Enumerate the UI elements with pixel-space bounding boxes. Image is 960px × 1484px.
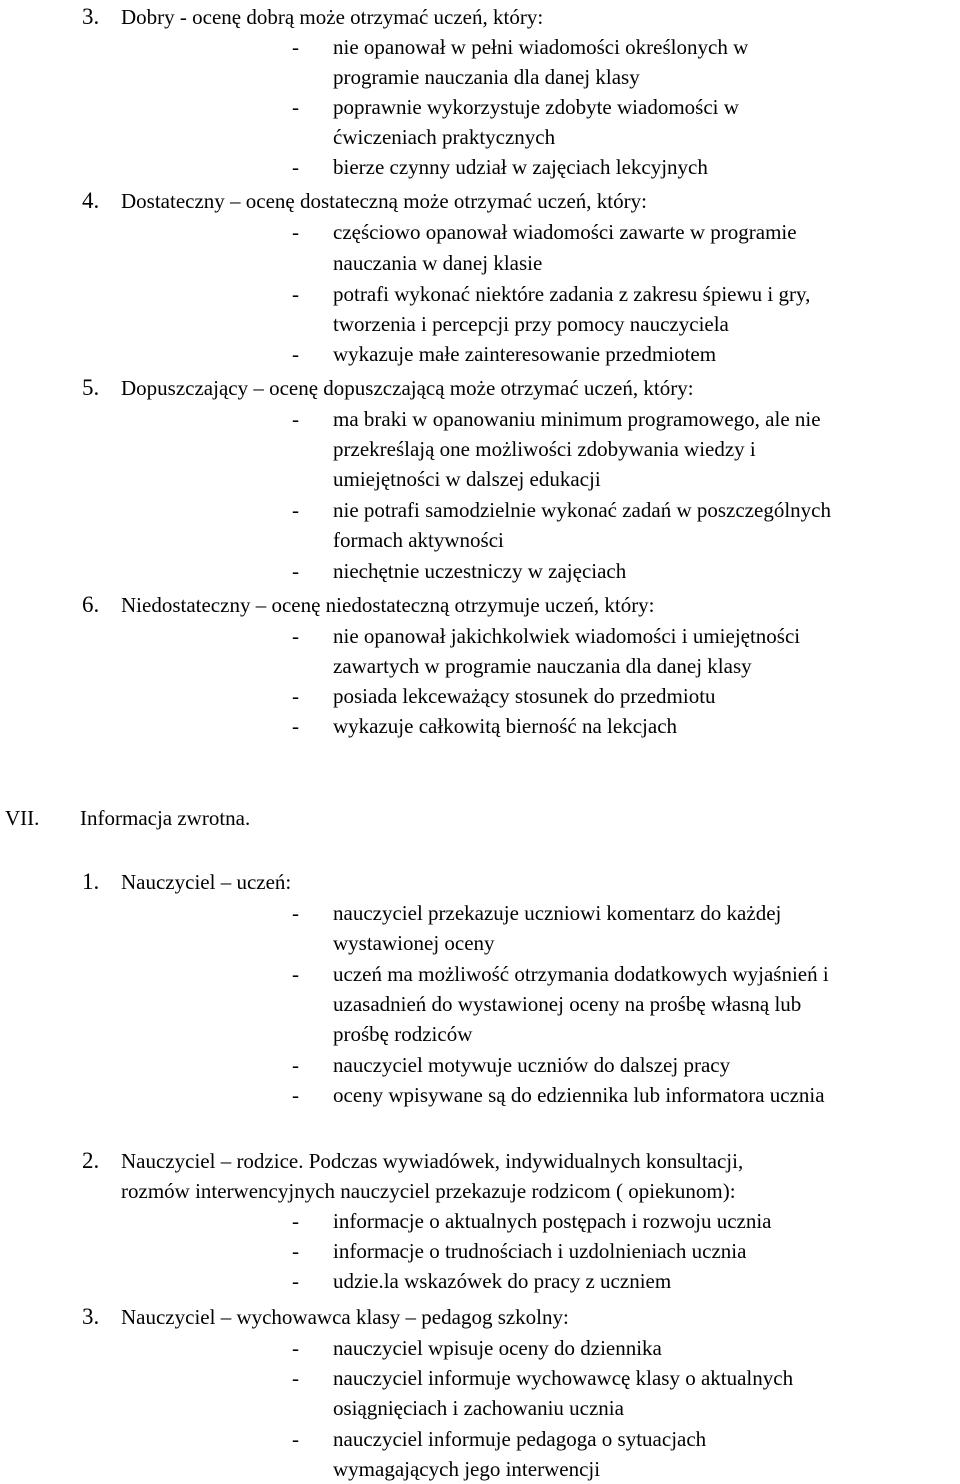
grade-heading: Dopuszczający – ocenę dopuszczającą może otrzymać uczeń, który:: [121, 376, 694, 400]
bullet-dash: -: [292, 498, 299, 522]
list-number: 4.: [82, 188, 100, 213]
list-item-text: ma braki w opanowaniu minimum programowego, ale nie: [333, 407, 821, 431]
bullet-dash: -: [292, 35, 299, 59]
list-number: 2.: [82, 1148, 100, 1173]
bullet-dash: -: [292, 342, 299, 366]
grade-heading: Dostateczny – ocenę dostateczną może otrzymać uczeń, który:: [121, 189, 647, 213]
list-item-text: umiejętności w dalszej edukacji: [333, 467, 601, 491]
bullet-dash: -: [292, 901, 299, 925]
list-item-text: nauczyciel motywuje uczniów do dalszej pracy: [333, 1053, 731, 1077]
feedback-heading: Nauczyciel – uczeń:: [121, 870, 292, 894]
list-item-text: nie opanował jakichkolwiek wiadomości i umiejętności: [333, 624, 801, 648]
bullet-dash: -: [292, 684, 299, 708]
list-item-text: ćwiczeniach praktycznych: [333, 125, 556, 149]
list-item-text: nie potrafi samodzielnie wykonać zadań w poszczególnych: [333, 498, 831, 522]
list-item-text: potrafi wykonać niektóre zadania z zakresu śpiewu i gry,: [333, 282, 811, 306]
list-number: 6.: [82, 592, 100, 617]
list-item-text: uczeń ma możliwość otrzymania dodatkowych wyjaśnień i: [333, 962, 829, 986]
feedback-heading: Nauczyciel – rodzice. Podczas wywiadówek, indywidualnych konsultacji,: [121, 1149, 744, 1173]
bullet-dash: -: [292, 1053, 299, 1077]
bullet-dash: -: [292, 282, 299, 306]
list-item-text: nauczania w danej klasie: [333, 251, 543, 275]
list-item-text: wykazuje małe zainteresowanie przedmiotem: [333, 342, 717, 366]
section-title: Informacja zwrotna.: [80, 806, 251, 830]
bullet-dash: -: [292, 1269, 299, 1293]
list-item-text: poprawnie wykorzystuje zdobyte wiadomości w: [333, 95, 739, 119]
bullet-dash: -: [292, 559, 299, 583]
list-item-text: informacje o trudnościach i uzdolnieniach ucznia: [333, 1239, 747, 1263]
list-item-text: zawartych w programie nauczania dla danej klasy: [333, 654, 752, 678]
list-item-text: nauczyciel informuje pedagoga o sytuacjach: [333, 1427, 707, 1451]
list-number: 1.: [82, 869, 100, 894]
bullet-dash: -: [292, 220, 299, 244]
list-item-text: oceny wpisywane są do edziennika lub informatora ucznia: [333, 1083, 825, 1107]
bullet-dash: -: [292, 962, 299, 986]
list-item-text: programie nauczania dla danej klasy: [333, 65, 640, 89]
list-item-text: tworzenia i percepcji przy pomocy nauczyciela: [333, 312, 729, 336]
list-item-text: niechętnie uczestniczy w zajęciach: [333, 559, 627, 583]
list-item-text: przekreślają one możliwości zdobywania wiedzy i: [333, 437, 756, 461]
list-item-text: nie opanował w pełni wiadomości określonych w: [333, 35, 749, 59]
bullet-dash: -: [292, 1366, 299, 1390]
feedback-heading: Nauczyciel – wychowawca klasy – pedagog szkolny:: [121, 1305, 569, 1329]
list-item-text: nauczyciel informuje wychowawcę klasy o aktualnych: [333, 1366, 794, 1390]
list-item-text: nauczyciel przekazuje uczniowi komentarz do każdej: [333, 901, 782, 925]
list-item-text: nauczyciel wpisuje oceny do dziennika: [333, 1336, 662, 1360]
bullet-dash: -: [292, 1239, 299, 1263]
list-number: 5.: [82, 375, 100, 400]
list-number: 3.: [82, 1304, 100, 1329]
bullet-dash: -: [292, 714, 299, 738]
list-item-text: uzasadnień do wystawionej oceny na prośbę własną lub: [333, 992, 802, 1016]
feedback-heading-text: rozmów interwencyjnych nauczyciel przekazuje rodzicom ( opiekunom):: [121, 1179, 736, 1203]
list-item-text: bierze czynny udział w zajęciach lekcyjnych: [333, 155, 708, 179]
grade-heading: Dobry - ocenę dobrą może otrzymać uczeń, który:: [121, 5, 544, 29]
list-item-text: wymagających jego interwencji: [333, 1457, 601, 1481]
list-item-text: wykazuje całkowitą bierność na lekcjach: [333, 714, 678, 738]
bullet-dash: -: [292, 624, 299, 648]
section-number: VII.: [5, 806, 40, 830]
list-item-text: wystawionej oceny: [333, 931, 495, 955]
bullet-dash: -: [292, 1083, 299, 1107]
list-item-text: udzie.la wskazówek do pracy z uczniem: [333, 1269, 672, 1293]
bullet-dash: -: [292, 95, 299, 119]
bullet-dash: -: [292, 1336, 299, 1360]
list-item-text: osiągnięciach i zachowaniu ucznia: [333, 1396, 624, 1420]
grade-heading: Niedostateczny – ocenę niedostateczną otrzymuje uczeń, który:: [121, 593, 655, 617]
list-item-text: formach aktywności: [333, 528, 504, 552]
bullet-dash: -: [292, 155, 299, 179]
bullet-dash: -: [292, 1427, 299, 1451]
list-item-text: informacje o aktualnych postępach i rozwoju ucznia: [333, 1209, 772, 1233]
list-item-text: posiada lekceważący stosunek do przedmiotu: [333, 684, 716, 708]
list-item-text: częściowo opanował wiadomości zawarte w programie: [333, 220, 797, 244]
bullet-dash: -: [292, 407, 299, 431]
bullet-dash: -: [292, 1209, 299, 1233]
list-item-text: prośbę rodziców: [333, 1022, 473, 1046]
list-number: 3.: [82, 4, 100, 29]
